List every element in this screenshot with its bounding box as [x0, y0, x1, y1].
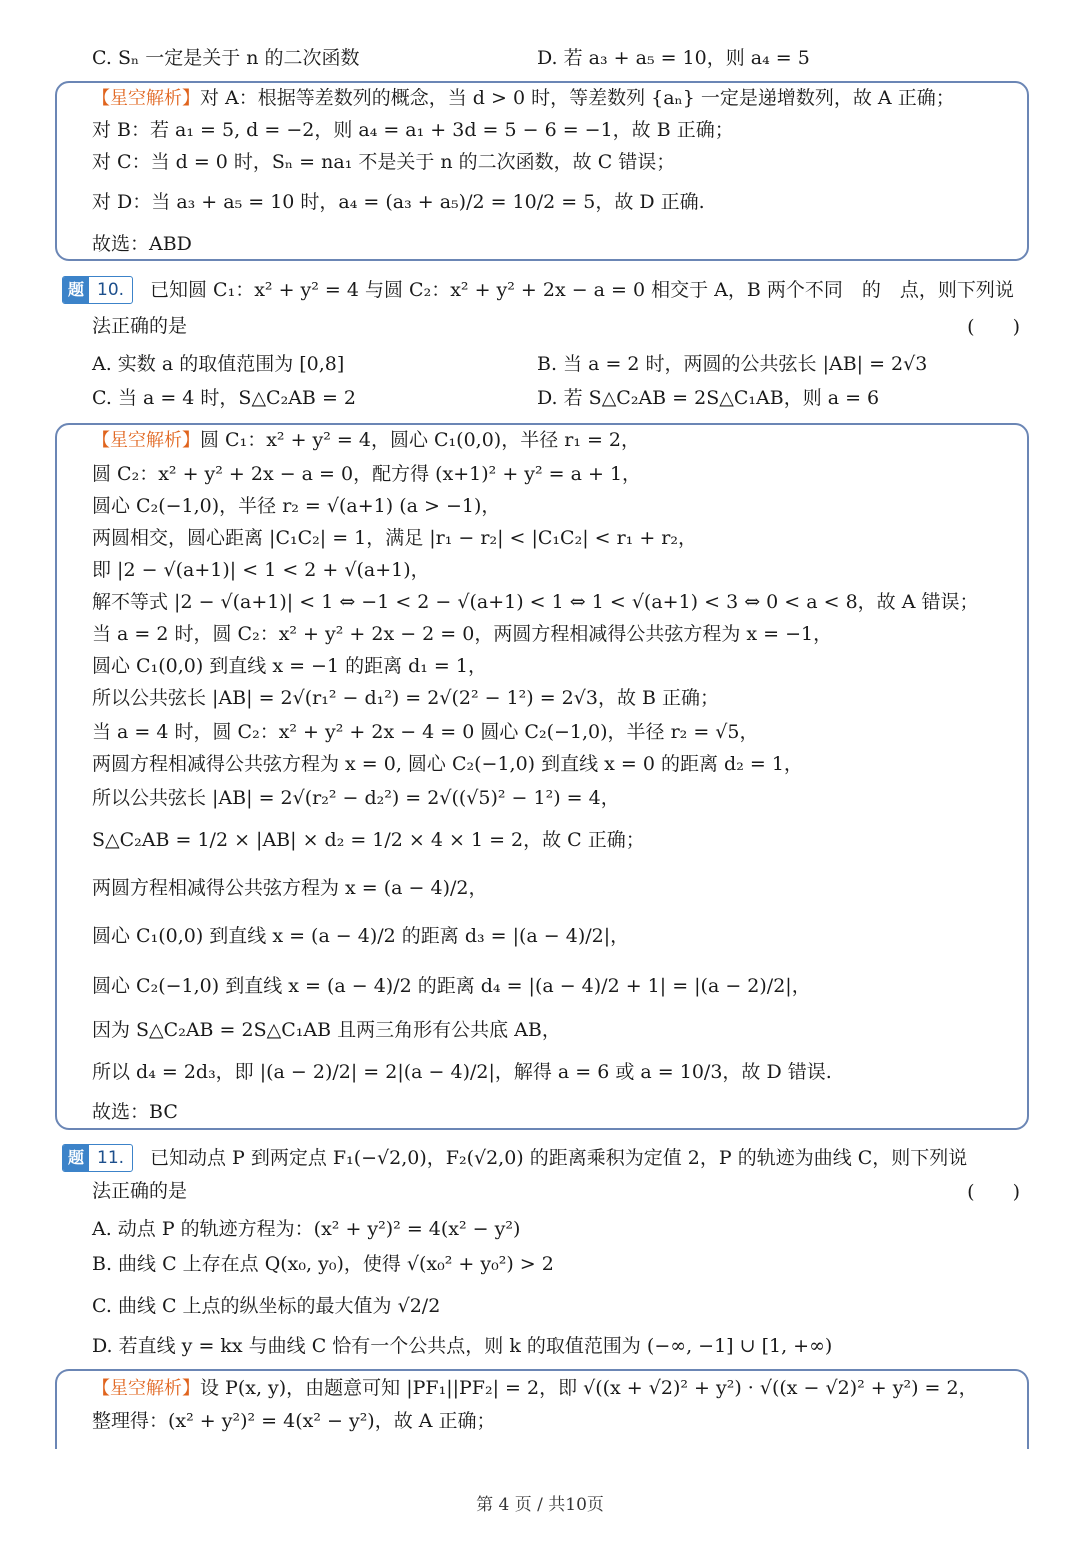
- solution-10-line-text: 当 a = 2 时，圆 C₂：x² + y² + 2x − 2 = 0，两圆方程相减得公共弦方程为 x = −1，: [92, 623, 833, 645]
- solution-10-line: [92, 922, 1024, 950]
- solution-10-line-text: 即 |2 − √(a+1)| < 1 < 2 + √(a+1)，: [92, 559, 430, 581]
- solution-10-line: [92, 588, 1024, 616]
- solution-10-line: [92, 684, 1024, 712]
- solution-10-line-text: 圆 C₂：x² + y² + 2x − a = 0，配方得 (x+1)² + y² = a + 1，: [92, 463, 642, 485]
- question-11-text-2: 法正确的是: [92, 1180, 188, 1202]
- solution-9-line-3: 对 C：当 d = 0 时，Sₙ = na₁ 不是关于 n 的二次函数，故 C 错误；: [92, 151, 676, 173]
- solution-10-line-text: 两圆方程相减得公共弦方程为 x = (a − 4)/2，: [92, 877, 488, 899]
- page-footer: 第 4 页 / 共10页: [476, 1495, 604, 1515]
- solution-9-line-4: 对 D：当 a₃ + a₅ = 10 时，a₄ = (a₃ + a₅)/2 = 10/2 = 5，故 D 正确.: [92, 191, 705, 213]
- solution-10-line: [92, 718, 1024, 746]
- q10-option-c: C. 当 a = 4 时，S△C₂AB = 2: [92, 387, 356, 409]
- solution-10-line-text: 两圆相交，圆心距离 |C₁C₂| = 1，满足 |r₁ − r₂| < |C₁C₂| < r₁ + r₂，: [92, 527, 697, 549]
- solution-10-line: [92, 652, 1024, 680]
- solution-10-line-text: 当 a = 4 时，圆 C₂：x² + y² + 2x − 4 = 0 圆心 C₂(−1,0)，半径 r₂ = √5，: [92, 721, 759, 743]
- solution-10-line: [92, 492, 1024, 520]
- solution-10-line-text: 所以公共弦长 |AB| = 2√(r₁² − d₁²) = 2√(2² − 1²) = 2√3，故 B 正确；: [92, 687, 720, 709]
- question-number: 11.: [97, 1148, 125, 1168]
- question-10-text-1: 已知圆 C₁：x² + y² = 4 与圆 C₂：x² + y² + 2x − a = 0 相交于 A，B 两个不同 的 点，则下列说: [150, 279, 1014, 301]
- solution-10-line: [92, 426, 1024, 455]
- solution-10-line-text: 所以公共弦长 |AB| = 2√(r₂² − d₂²) = 2√((√5)² − 1²) = 4，: [92, 787, 620, 809]
- question-10-badge: [62, 276, 133, 304]
- solution-10-line-text: 圆心 C₂(−1,0) 到直线 x = (a − 4)/2 的距离 d₄ = |(a − 4)/2 + 1| = |(a − 2)/2|，: [92, 975, 811, 997]
- question-icon: 题: [63, 277, 89, 303]
- question-11-badge: [62, 1144, 133, 1172]
- solution-10-line: [92, 1098, 1024, 1126]
- solution-10-line: [92, 620, 1024, 648]
- q11-option-b: B. 曲线 C 上存在点 Q(x₀, y₀)，使得 √(x₀² + y₀²) > 2: [92, 1253, 554, 1275]
- solution-tag: 【星空解析】: [92, 430, 200, 451]
- solution-10-line-text: 两圆方程相减得公共弦方程为 x = 0, 圆心 C₂(−1,0) 到直线 x = 0 的距离 d₂ = 1，: [92, 753, 803, 775]
- solution-10-line: [92, 784, 1024, 812]
- solution-10-line-text: 故选：BC: [92, 1101, 178, 1123]
- solution-10-line-text: 圆心 C₁(0,0) 到直线 x = (a − 4)/2 的距离 d₃ = |(a − 4)/2|，: [92, 925, 630, 947]
- solution-10-line: [92, 1016, 1024, 1044]
- question-icon: 题: [63, 1145, 89, 1171]
- solution-10-line-text: 所以 d₄ = 2d₃，即 |(a − 2)/2| = 2|(a − 4)/2|，解得 a = 6 或 a = 10/3，故 D 错误.: [92, 1061, 832, 1083]
- solution-9-answer: 故选：ABD: [92, 233, 192, 255]
- option-c: C. Sₙ 一定是关于 n 的二次函数: [92, 47, 360, 69]
- q11-option-a: A. 动点 P 的轨迹方程为：(x² + y²)² = 4(x² − y²): [92, 1218, 521, 1240]
- solution-9-line-2: 对 B：若 a₁ = 5, d = −2，则 a₄ = a₁ + 3d = 5 − 6 = −1，故 B 正确；: [92, 119, 734, 141]
- solution-11-line-2: 整理得：(x² + y²)² = 4(x² − y²)，故 A 正确；: [92, 1410, 496, 1432]
- solution-10-line: [92, 750, 1024, 778]
- solution-10-line: [92, 556, 1024, 584]
- answer-blank: ( ): [967, 1181, 1020, 1203]
- solution-10-line: [92, 1058, 1024, 1086]
- solution-tag: 【星空解析】: [92, 1378, 200, 1399]
- solution-10-line-text: 因为 S△C₂AB = 2S△C₁AB 且两三角形有公共底 AB，: [92, 1019, 561, 1041]
- question-10-text-2: 法正确的是: [92, 315, 188, 337]
- solution-10-line-text: S△C₂AB = 1/2 × |AB| × d₂ = 1/2 × 4 × 1 = 2，故 C 正确；: [92, 829, 645, 851]
- answer-blank: ( ): [967, 316, 1020, 338]
- solution-10-line: [92, 460, 1024, 488]
- q10-option-b: B. 当 a = 2 时，两圆的公共弦长 |AB| = 2√3: [537, 353, 928, 375]
- option-d: D. 若 a₃ + a₅ = 10，则 a₄ = 5: [537, 47, 810, 69]
- question-11-text-1: 已知动点 P 到两定点 F₁(−√2,0)，F₂(√2,0) 的距离乘积为定值 2，P 的轨迹为曲线 C，则下列说: [150, 1147, 968, 1169]
- q11-option-c: C. 曲线 C 上点的纵坐标的最大值为 √2/2: [92, 1295, 441, 1317]
- solution-10-line: [92, 972, 1024, 1000]
- q11-option-d: D. 若直线 y = kx 与曲线 C 恰有一个公共点，则 k 的取值范围为 (−∞, −1] ∪ [1, +∞): [92, 1335, 833, 1357]
- q10-option-a: A. 实数 a 的取值范围为 [0,8]: [92, 353, 345, 375]
- solution-10-line: [92, 874, 1024, 902]
- question-number: 10.: [97, 280, 125, 300]
- solution-tag: 【星空解析】: [92, 88, 200, 109]
- solution-10-line-text: 圆心 C₂(−1,0)，半径 r₂ = √(a+1) (a > −1)，: [92, 495, 501, 517]
- solution-11-line-1: 【星空解析】设 P(x, y)，由题意可知 |PF₁||PF₂| = 2，即 √((x + √2)² + y²) · √((x − √2)² + y²) = 2，: [92, 1377, 978, 1399]
- solution-10-line: [92, 524, 1024, 552]
- solution-10-line: [92, 826, 1024, 854]
- q10-option-d: D. 若 S△C₂AB = 2S△C₁AB，则 a = 6: [537, 387, 880, 409]
- solution-10-line-text: 圆心 C₁(0,0) 到直线 x = −1 的距离 d₁ = 1，: [92, 655, 487, 677]
- solution-10-line-text: 圆 C₁：x² + y² = 4，圆心 C₁(0,0)，半径 r₁ = 2，: [200, 429, 641, 451]
- solution-9-line-1: 【星空解析】对 A：根据等差数列的概念，当 d > 0 时，等差数列 {aₙ} 一定是递增数列，故 A 正确；: [92, 87, 955, 109]
- solution-10-line-text: 解不等式 |2 − √(a+1)| < 1 ⇔ −1 < 2 − √(a+1) < 1 ⇔ 1 < √(a+1) < 3 ⇔ 0 < a < 8，故 A 错误；: [92, 591, 979, 613]
